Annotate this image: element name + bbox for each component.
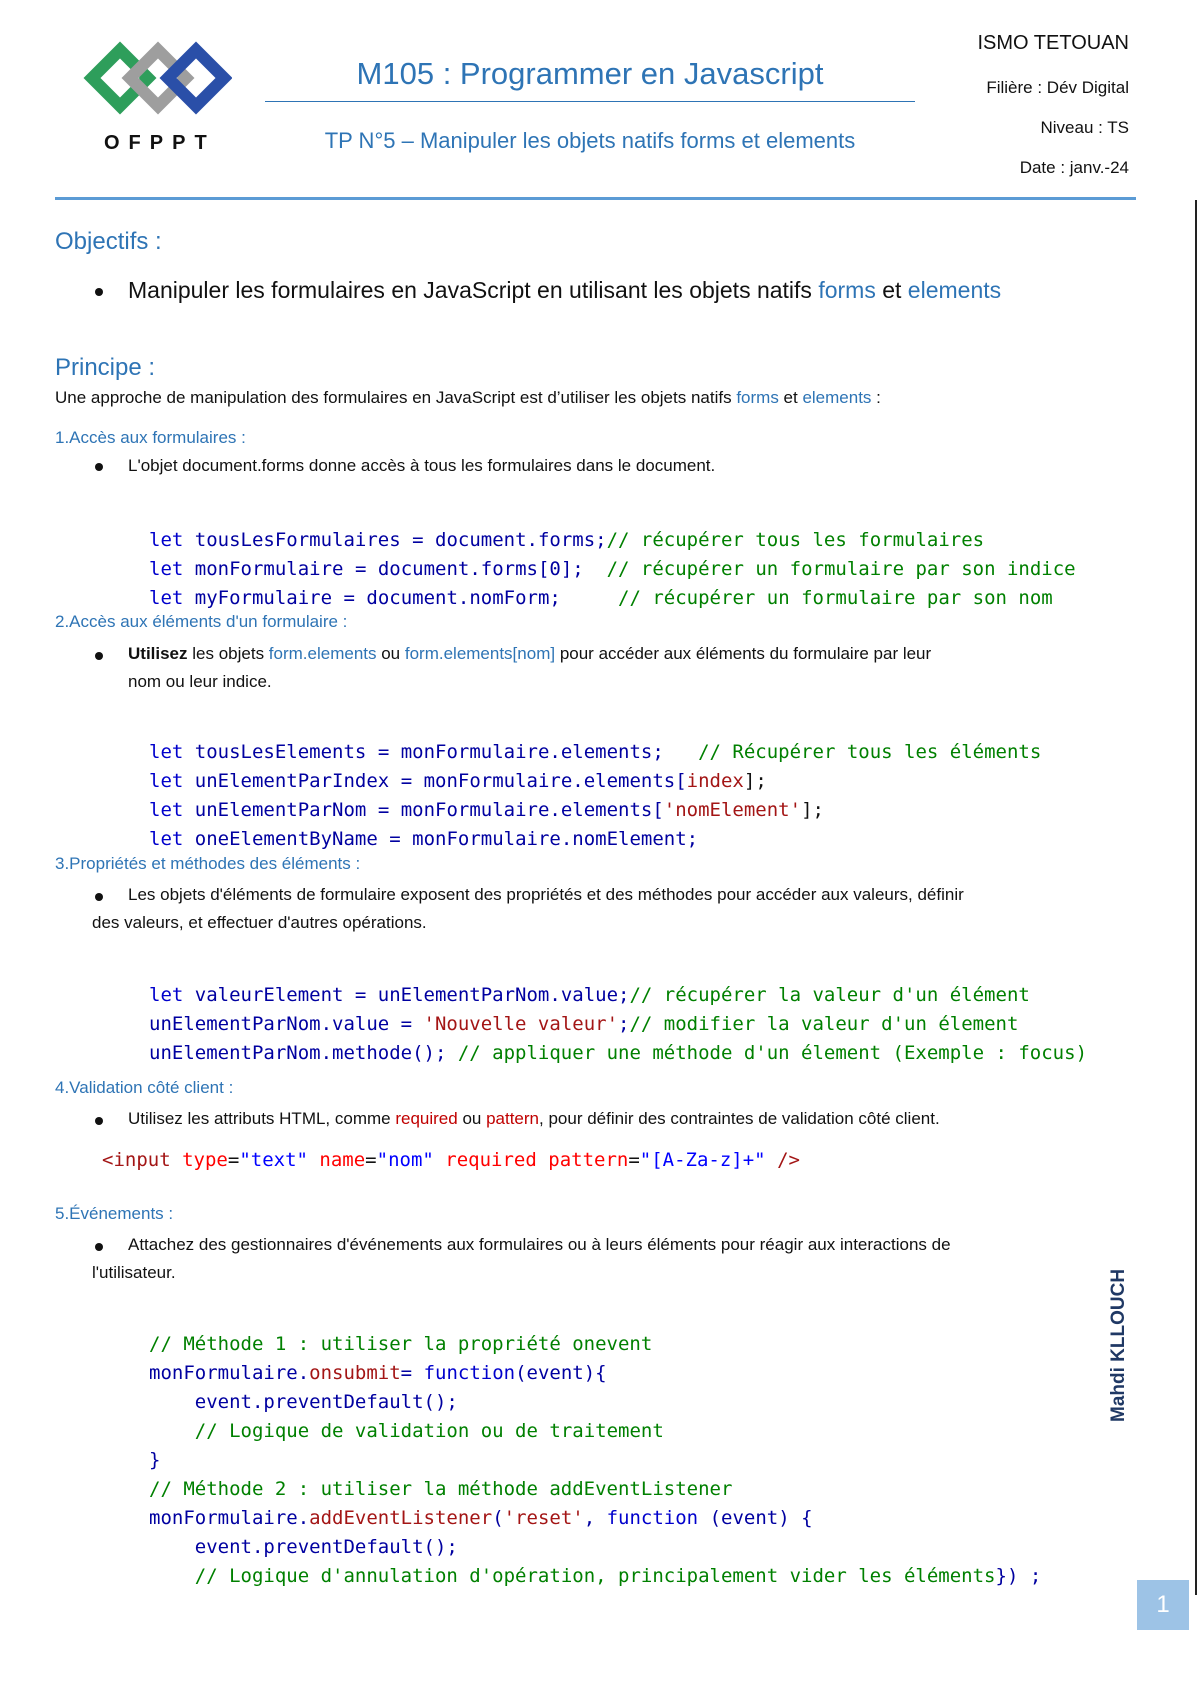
title-divider bbox=[265, 101, 915, 102]
page-side-rule bbox=[1195, 200, 1197, 1595]
filiere: Filière : Dév Digital bbox=[986, 78, 1129, 97]
section1-bullet: L'objet document.forms donne accès à tous les formulaires dans le document. bbox=[128, 456, 716, 475]
section4-bullet: Utilisez les attributs HTML, comme required ou pattern, pour définir des contraintes de validation côté client. bbox=[128, 1109, 940, 1128]
document-title: M105 : Programmer en Javascript bbox=[356, 56, 824, 91]
code-block-events bbox=[149, 1301, 1041, 1620]
section3-heading: 3.Propriétés et méthodes des éléments : bbox=[55, 854, 361, 873]
code-line: event.preventDefault(); bbox=[194, 1391, 458, 1413]
code-line: monFormulaire.addEventListener('reset', function (event) { bbox=[149, 1507, 813, 1529]
school-name: ISMO TETOUAN bbox=[977, 32, 1129, 54]
section4-heading: 4.Validation côté client : bbox=[55, 1078, 234, 1097]
logo-text: OFPPT bbox=[104, 132, 216, 154]
code-line: let oneElementByName = monFormulaire.nomElement; bbox=[149, 828, 699, 850]
code-line: let unElementParNom = monFormulaire.elements['nomElement']; bbox=[149, 799, 824, 821]
principe-intro: Une approche de manipulation des formulaires en JavaScript est d’utiliser les objets natifs forms et elements : bbox=[55, 388, 881, 407]
ofppt-logo bbox=[82, 36, 232, 121]
section2-bullet: Utilisez les objets form.elements ou form.elements[nom] pour accéder aux éléments du formulaire par leur nom ou leur indice. bbox=[128, 644, 932, 691]
bullet-icon bbox=[95, 652, 103, 660]
objectifs-bullet: Manipuler les formulaires en JavaScript en utilisant les objets natifs forms et elements bbox=[128, 277, 1002, 303]
document-subtitle: TP N°5 – Manipuler les objets natifs forms et elements bbox=[324, 128, 856, 153]
code-line: let tousLesElements = monFormulaire.elements; // Récupérer tous les éléments bbox=[149, 741, 1042, 763]
code-line: } bbox=[149, 1449, 161, 1471]
date: Date : janv.-24 bbox=[1019, 158, 1129, 177]
page-number: 1 bbox=[1137, 1580, 1189, 1630]
bullet-icon bbox=[95, 288, 103, 296]
section5-heading: 5.Événements : bbox=[55, 1204, 174, 1223]
bullet-icon bbox=[95, 463, 103, 471]
section3-bullet: Les objets d'éléments de formulaire exposent des propriétés et des méthodes pour accéder aux valeurs, définir des valeurs, et effectuer d'autres opérations. bbox=[92, 885, 964, 932]
header-divider bbox=[55, 197, 1136, 200]
code-line: // Méthode 2 : utiliser la méthode addEventListener bbox=[149, 1478, 733, 1500]
principe-heading: Principe : bbox=[55, 354, 156, 381]
code-line: let unElementParIndex = monFormulaire.elements[index]; bbox=[149, 770, 767, 792]
code-line: unElementParNom.value = 'Nouvelle valeur';// modifier la valeur d'un élement bbox=[149, 1013, 1019, 1035]
code-line: unElementParNom.methode(); // appliquer une méthode d'un élement (Exemple : focus) bbox=[149, 1042, 1088, 1064]
code-line: event.preventDefault(); bbox=[194, 1536, 458, 1558]
code-block-validation: <input type="text" name="nom" required pattern="[A-Za-z]+" /> bbox=[102, 1149, 800, 1171]
code-line: let myFormulaire = document.nomForm; // récupérer un formulaire par son nom bbox=[149, 587, 1053, 609]
code-block-properties bbox=[149, 952, 1087, 1097]
code-line: // Logique d'annulation d'opération, principalement vider les éléments}) ; bbox=[194, 1565, 1042, 1587]
code-line: // Méthode 1 : utiliser la propriété onevent bbox=[149, 1333, 653, 1355]
code-line: let tousLesFormulaires = document.forms;// récupérer tous les formulaires bbox=[149, 529, 985, 551]
code-line: // Logique de validation ou de traitement bbox=[194, 1420, 664, 1442]
code-line: let valeurElement = unElementParNom.value;// récupérer la valeur d'un élément bbox=[149, 984, 1030, 1006]
objectifs-heading: Objectifs : bbox=[55, 228, 162, 255]
author-name: Mahdi KLLOUCH bbox=[1108, 1268, 1129, 1422]
section2-heading: 2.Accès aux éléments d'un formulaire : bbox=[55, 612, 348, 631]
bullet-icon bbox=[95, 1117, 103, 1125]
section1-heading: 1.Accès aux formulaires : bbox=[55, 428, 246, 447]
section5-bullet: Attachez des gestionnaires d'événements aux formulaires ou à leurs éléments pour réagir aux interactions de l'utilisateur. bbox=[92, 1235, 951, 1282]
code-line: let monFormulaire = document.forms[0]; // récupérer un formulaire par son indice bbox=[149, 558, 1076, 580]
niveau: Niveau : TS bbox=[1040, 118, 1129, 137]
code-line: monFormulaire.onsubmit= function(event){ bbox=[149, 1362, 607, 1384]
